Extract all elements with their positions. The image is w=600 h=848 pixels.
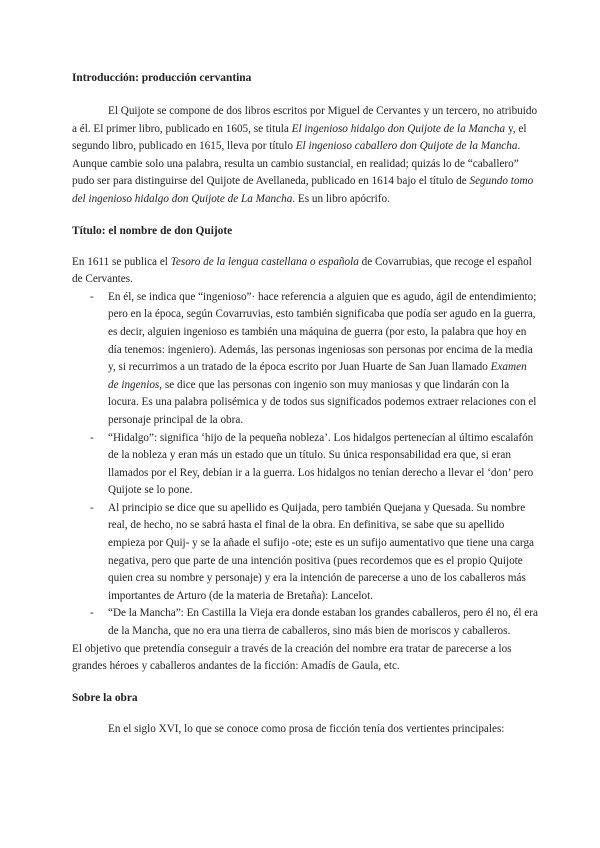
text-run: En él, se indica que “ingenioso”· hace referencia a alguien que es agudo, ágil de entendimiento; pero en la época, según Covarruvias, esto también significaba que podía ser agudo en la guerra, es decir, alguien ingenioso es también una máquina de guerra (por esto, la palabra que hoy en día tenemos: ingeniero). Además, las personas ingeniosas son personas por encima de la media y, si recurrimos a un tratado de la época escrito por Juan Huarte de San Juan llamado <box>108 290 537 374</box>
paragraph-objetivo: El objetivo que pretendía conseguir a través de la creación del nombre era tratar de parecerse a los grandes héroes y caballeros andantes de la ficción: Amadís de Gaula, etc. <box>72 642 512 673</box>
dash-bullet: - <box>90 290 94 303</box>
text-run: Al principio se dice que su apellido es Quijada, pero también Quejana y Quesada. Su nombre real, de hecho, no se sabrá hasta el final de la obra. En definitiva, se sabe que su apellido empieza por Quij- y se la añade el sufijo -ote; este es un sufijo aumentativo que tiene una carga negativa, pero que parte de una intención positiva (pues recordemos que es el propio Quijote quien crea su nombre y personaje) y era la intención de parecerse a uno de los caballeros más importantes de Arturo (de la materia de Bretaña): Lancelot. <box>108 501 535 602</box>
text-run: y, el segundo libro, publicado en 1615, lleva por título <box>72 122 527 153</box>
text-run: de Covarrubias, que recoge el español de Cervantes. <box>72 255 532 286</box>
heading-introduccion: Introducción: producción cervantina <box>72 72 252 84</box>
italic-title: Segundo tomo del ingenioso hidalgo don Quijote de La Mancha <box>72 175 534 205</box>
text-run: El Quijote se compone de dos libros escritos por Miguel de Cervantes y un tercero, no atribuido a él. El primer libro, publicado en 1605, se titula <box>72 105 538 135</box>
heading-sobre-la-obra: Sobre la obra <box>72 691 138 704</box>
italic-title: Examen de ingenios <box>108 361 527 391</box>
list-item <box>72 500 538 606</box>
text-run: , se dice que las personas con ingenio son muy maniosas y que lindarán con la locura. Es una palabra polisémica y de todos sus significados podemos extraer relaciones con el personaje principal de la obra. <box>108 378 537 426</box>
paragraph-tesoro <box>72 254 538 289</box>
list-item <box>72 289 538 430</box>
list-item <box>72 430 538 500</box>
italic-title: El ingenioso caballero don Quijote de la Mancha <box>295 140 518 153</box>
paragraph-siglo-xvi <box>72 721 538 739</box>
paragraph-intro <box>72 103 538 209</box>
dash-bullet: - <box>90 431 94 444</box>
definition-list <box>72 289 538 641</box>
italic-title: Tesoro de la lengua castellana o española <box>170 255 359 268</box>
dash-bullet: - <box>90 607 94 620</box>
text-run: . Es un libro apócrifo. <box>292 192 390 205</box>
italic-title: El ingenioso hidalgo don Quijote de la Mancha <box>291 122 506 135</box>
text-run: En el siglo XVI, lo que se conoce como prosa de ficción tenía dos vertientes principales: <box>108 722 505 735</box>
text-run: “Hidalgo”: significa ‘hijo de la pequeña nobleza’. Los hidalgos pertenecían al último escalafón de la nobleza y eran más un estado que un título. Su única responsabilidad era que, si eran llamados por el Rey, debían ir a la guerra. Los hidalgos no tenían derecho a llevar el ‘don’ pero Quijote se lo pone. <box>108 431 534 497</box>
text-run: “De la Mancha”: En Castilla la Vieja era donde estaban los grandes caballeros, pero él no, él era de la Mancha, que no era una tierra de caballeros, sino más bien de moriscos y caballeros. <box>108 607 538 638</box>
list-item <box>72 605 538 640</box>
heading-titulo: Título: el nombre de don Quijote <box>72 224 233 237</box>
text-run: En 1611 se publica el <box>72 255 171 268</box>
text-run: . Aunque cambie solo una palabra, resulta un cambio sustancial, en realidad; quizás lo de “caballero” pudo ser para distinguirse del Quijote de Avellaneda, publicado en 1614 bajo el título de <box>72 140 521 188</box>
dash-bullet: - <box>90 501 94 514</box>
